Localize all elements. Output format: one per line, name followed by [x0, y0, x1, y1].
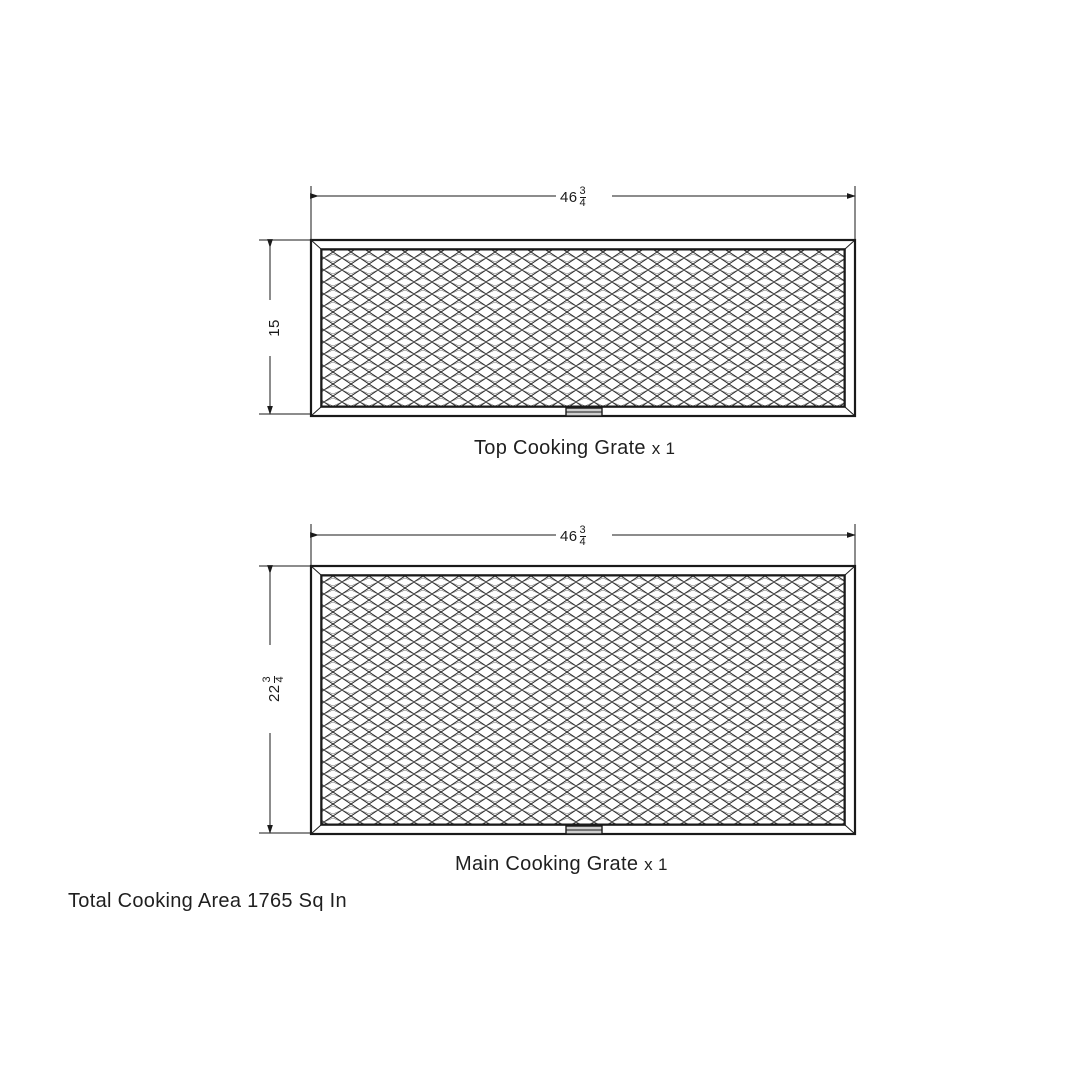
- total-cooking-area-note: Total Cooking Area 1765 Sq In: [68, 890, 347, 912]
- main-grate-width-dimension: [556, 525, 590, 548]
- top-grate-height-dimension: [246, 308, 294, 348]
- top-grate-caption-text: Top Cooking Grate: [474, 437, 646, 459]
- main-grate-height-whole: 22: [265, 684, 283, 703]
- main-grate-height-dimension: [230, 665, 310, 713]
- main-grate-caption-qty: x 1: [644, 855, 668, 874]
- top-grate-caption-qty: x 1: [651, 439, 676, 458]
- top-grate-height-whole: 15: [265, 319, 283, 337]
- main-grate-caption-text: Main Cooking Grate: [455, 853, 639, 875]
- top-grate-width-fraction: $\frac{3}{4}$: [579, 185, 587, 210]
- top-grate-caption: [474, 437, 675, 460]
- top-grate-width-dimension: [556, 186, 590, 209]
- main-grate-height-fraction: 3 4: [261, 675, 286, 683]
- main-grate-width-whole: 46: [560, 528, 578, 546]
- main-grate-width-fraction: $\frac{3}{4}$: [579, 524, 587, 549]
- main-grate-caption: [455, 853, 668, 876]
- top-grate-width-whole: 46: [560, 189, 578, 207]
